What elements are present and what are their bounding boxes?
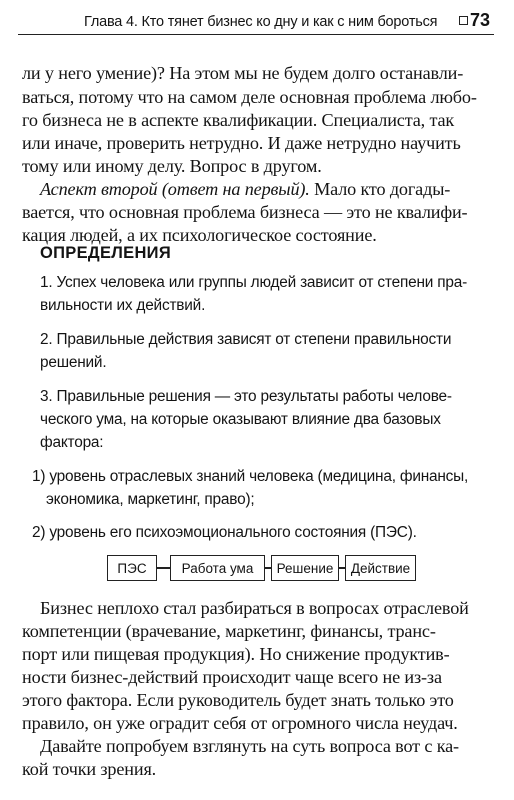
text-line: ческого ума, на которые оказывают влияние два базовых: [40, 411, 441, 428]
flow-box-mind-work: Работа ума: [170, 555, 265, 581]
flow-box-action: Действие: [345, 555, 416, 581]
text-line: вается, что основная проблема бизнеса — это не квалифи-: [22, 202, 468, 222]
text-line: кация людей, а их психологическое состояние.: [22, 225, 377, 245]
definitions-heading: ОПРЕДЕЛЕНИЯ: [40, 244, 171, 262]
text-line: 1. Успех человека или группы людей зависит от степени пра-: [40, 274, 468, 291]
flow-box-decision: Решение: [271, 555, 339, 581]
text-line: ли у него умение)? На этом мы не будем долго останавли-: [22, 63, 464, 83]
square-ornament-icon: [459, 16, 468, 25]
text-line: экономика, маркетинг, право);: [46, 491, 255, 508]
text-line: го бизнеса не в аспекте квалификации. Специалиста, так: [22, 110, 455, 130]
text-line: компетенции (врачевание, маркетинг, финансы, транс-: [22, 621, 436, 641]
page-number: 73: [469, 10, 490, 30]
text-line: фактора:: [40, 434, 104, 451]
text-line: 1) уровень отраслевых знаний человека (медицина, финансы,: [32, 468, 469, 485]
text-line: Бизнес неплохо стал разбираться в вопросах отраслевой: [40, 598, 469, 618]
text-line: ваться, потому что на самом деле основная проблема любо-: [22, 87, 477, 107]
text-line: решений.: [40, 354, 107, 371]
text-line: [40, 180, 450, 198]
text-line: или иначе, проверить нетрудно. И даже нетрудно научить: [22, 133, 461, 153]
text-span: Мало кто догады-: [309, 179, 451, 199]
text-line: Давайте попробуем взглянуть на суть вопроса вот с ка-: [40, 736, 459, 756]
italic-phrase: Аспект второй (ответ на первый).: [40, 179, 310, 199]
chapter-title: Глава 4. Кто тянет бизнес ко дну и как с ним бороться: [84, 14, 438, 30]
text-line: 2. Правильные действия зависят от степени правильности: [40, 331, 452, 348]
text-line: этого фактора. Если руководитель будет знать только это: [22, 690, 454, 710]
text-line: правило, он уже оградит себя от огромного числа неудач.: [22, 713, 458, 733]
flow-box-pes: ПЭС: [107, 555, 157, 581]
text-line: ности бизнес-действий происходит чаще всего не из-за: [22, 667, 442, 687]
text-line: 3. Правильные решения — это результаты работы челове-: [40, 388, 452, 405]
text-line: 2) уровень его психоэмоционального состояния (ПЭС).: [32, 524, 417, 541]
text-line: кой точки зрения.: [22, 759, 157, 779]
flow-connector: [157, 567, 170, 569]
text-line: тому или иному делу. Вопрос в другом.: [22, 156, 322, 176]
text-line: порт или пищевая продукция). Но снижение продуктив-: [22, 644, 450, 664]
text-line: вильности их действий.: [40, 297, 206, 314]
running-header: [18, 4, 494, 35]
